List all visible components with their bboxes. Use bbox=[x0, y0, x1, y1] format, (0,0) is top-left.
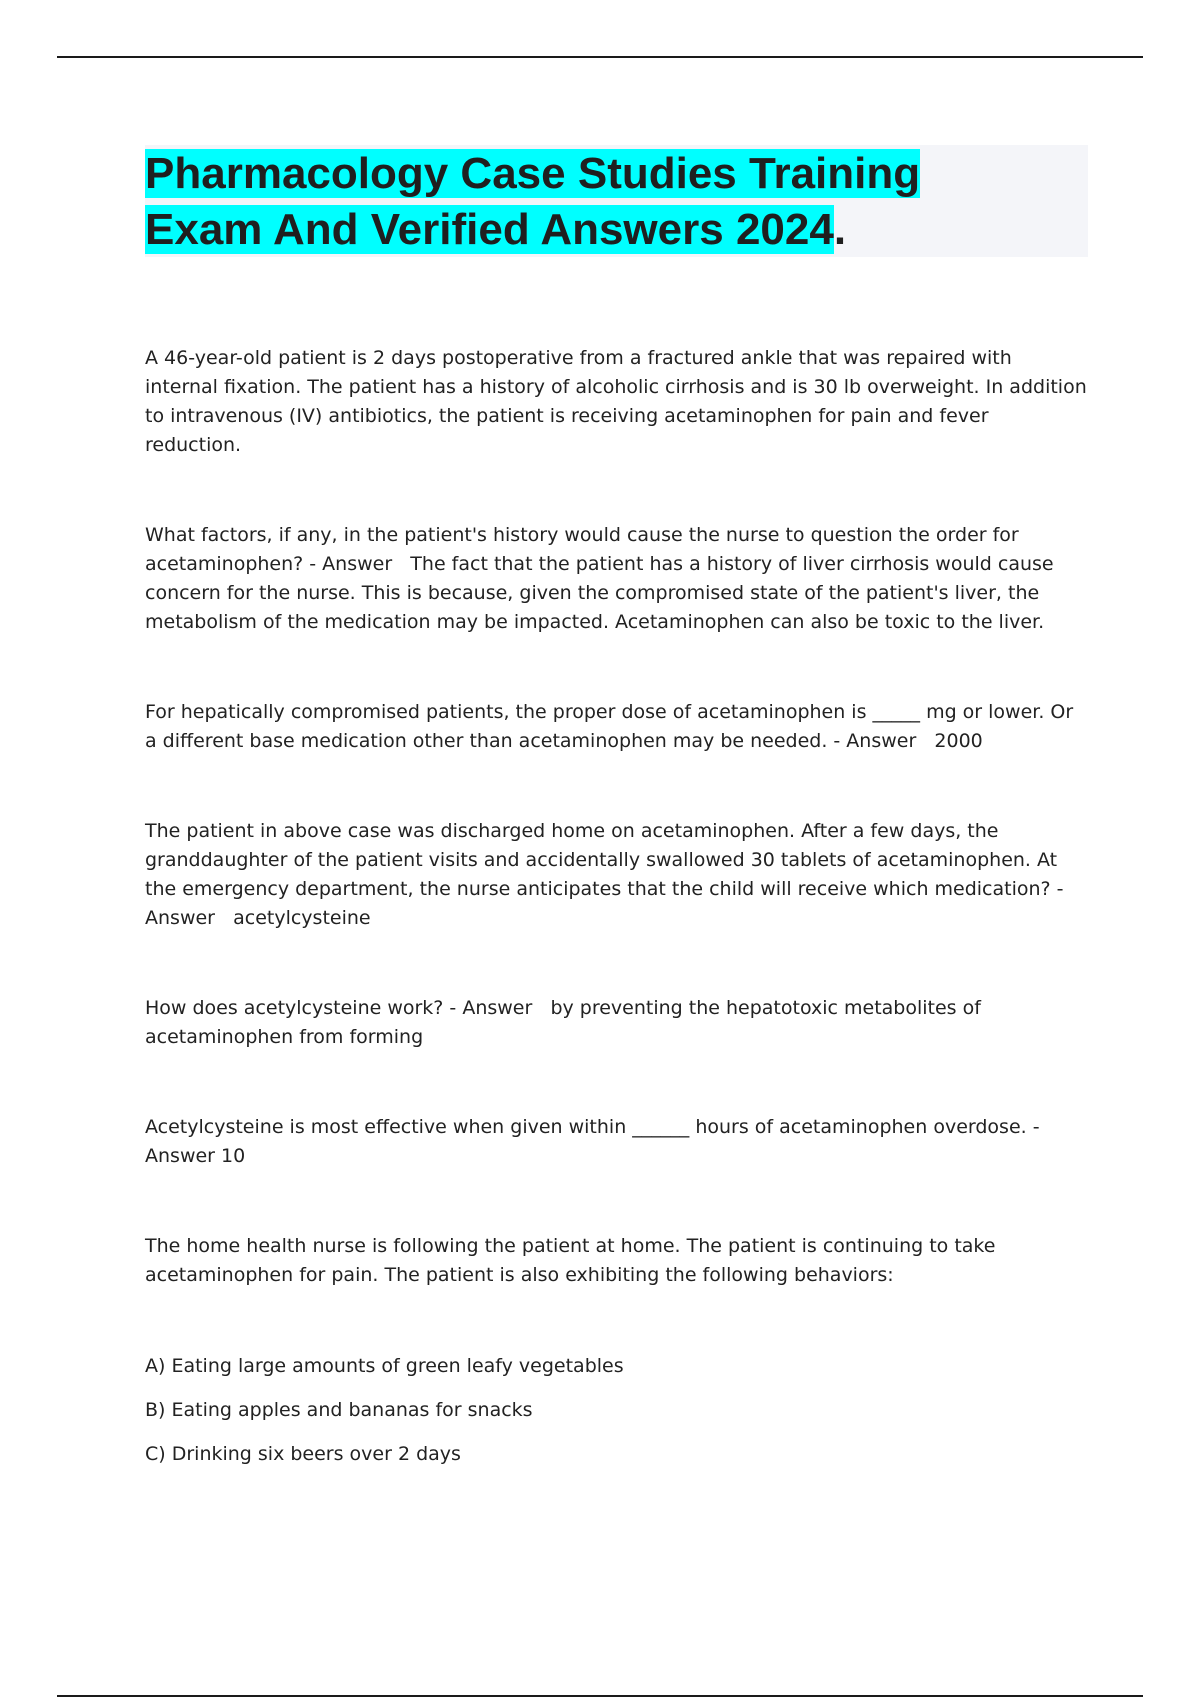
qa-item bbox=[145, 698, 1090, 756]
option-c: C) Drinking six beers over 2 days bbox=[145, 1443, 461, 1465]
qa-item bbox=[145, 1113, 1090, 1171]
home-health-scenario-paragraph: The home health nurse is following the patient at home. The patient is continuing to take acetaminophen for pain. The patient is also exhibiting the following behaviors: bbox=[145, 1235, 996, 1286]
answer-text: acetylcysteine bbox=[233, 907, 371, 929]
question-text: For hepatically compromised patients, the proper dose of acetaminophen is _____ mg or lower. Or a different base medication other than acetaminophen may be needed. - Answer bbox=[145, 701, 1074, 752]
qa-item bbox=[145, 521, 1090, 637]
bottom-rule bbox=[57, 1695, 1143, 1697]
option-b: B) Eating apples and bananas for snacks bbox=[145, 1399, 533, 1421]
answer-text: The fact that the patient has a history of liver cirrhosis would cause concern for the nurse. This is because, given the compromised state of the patient's liver, the metabolism of the medication may be impacted. Acetaminophen can also be toxic to the liver. bbox=[145, 553, 1054, 633]
top-rule bbox=[57, 56, 1143, 58]
answer-text: 10 bbox=[221, 1145, 246, 1167]
qa-item bbox=[145, 817, 1090, 933]
document-title bbox=[145, 146, 1075, 258]
case-scenario-paragraph: A 46-year-old patient is 2 days postoperative from a fractured ankle that was repaired with internal fixation. The patient has a history of alcoholic cirrhosis and is 30 lb overweight. In addition to intravenous (IV) antibiotics, the patient is receiving acetaminophen for pain and fever reduction. bbox=[145, 347, 1087, 456]
document-body bbox=[145, 344, 1090, 1484]
answer-text: by preventing the hepatotoxic metabolites of acetaminophen from forming bbox=[145, 997, 981, 1048]
qa-item bbox=[145, 994, 1090, 1052]
title-line-1: Pharmacology Case Studies Training bbox=[145, 149, 921, 198]
question-text: The patient in above case was discharged home on acetaminophen. After a few days, the granddaughter of the patient visits and accidentally swallowed 30 tablets of acetaminophen. At the emergency department, the nurse anticipates that the child will receive which medication? - Answer bbox=[145, 820, 1064, 929]
title-period: . bbox=[833, 205, 847, 254]
option-a: A) Eating large amounts of green leafy vegetables bbox=[145, 1355, 624, 1377]
question-text: Acetylcysteine is most effective when given within ______ hours of acetaminophen overdose. - Answer bbox=[145, 1116, 1040, 1167]
question-text: How does acetylcysteine work? - Answer bbox=[145, 997, 533, 1019]
question-text: What factors, if any, in the patient's history would cause the nurse to question the order for acetaminophen? - Answer bbox=[145, 524, 1019, 575]
title-line-2: Exam And Verified Answers 2024 bbox=[145, 205, 834, 254]
answer-text: 2000 bbox=[934, 730, 983, 752]
